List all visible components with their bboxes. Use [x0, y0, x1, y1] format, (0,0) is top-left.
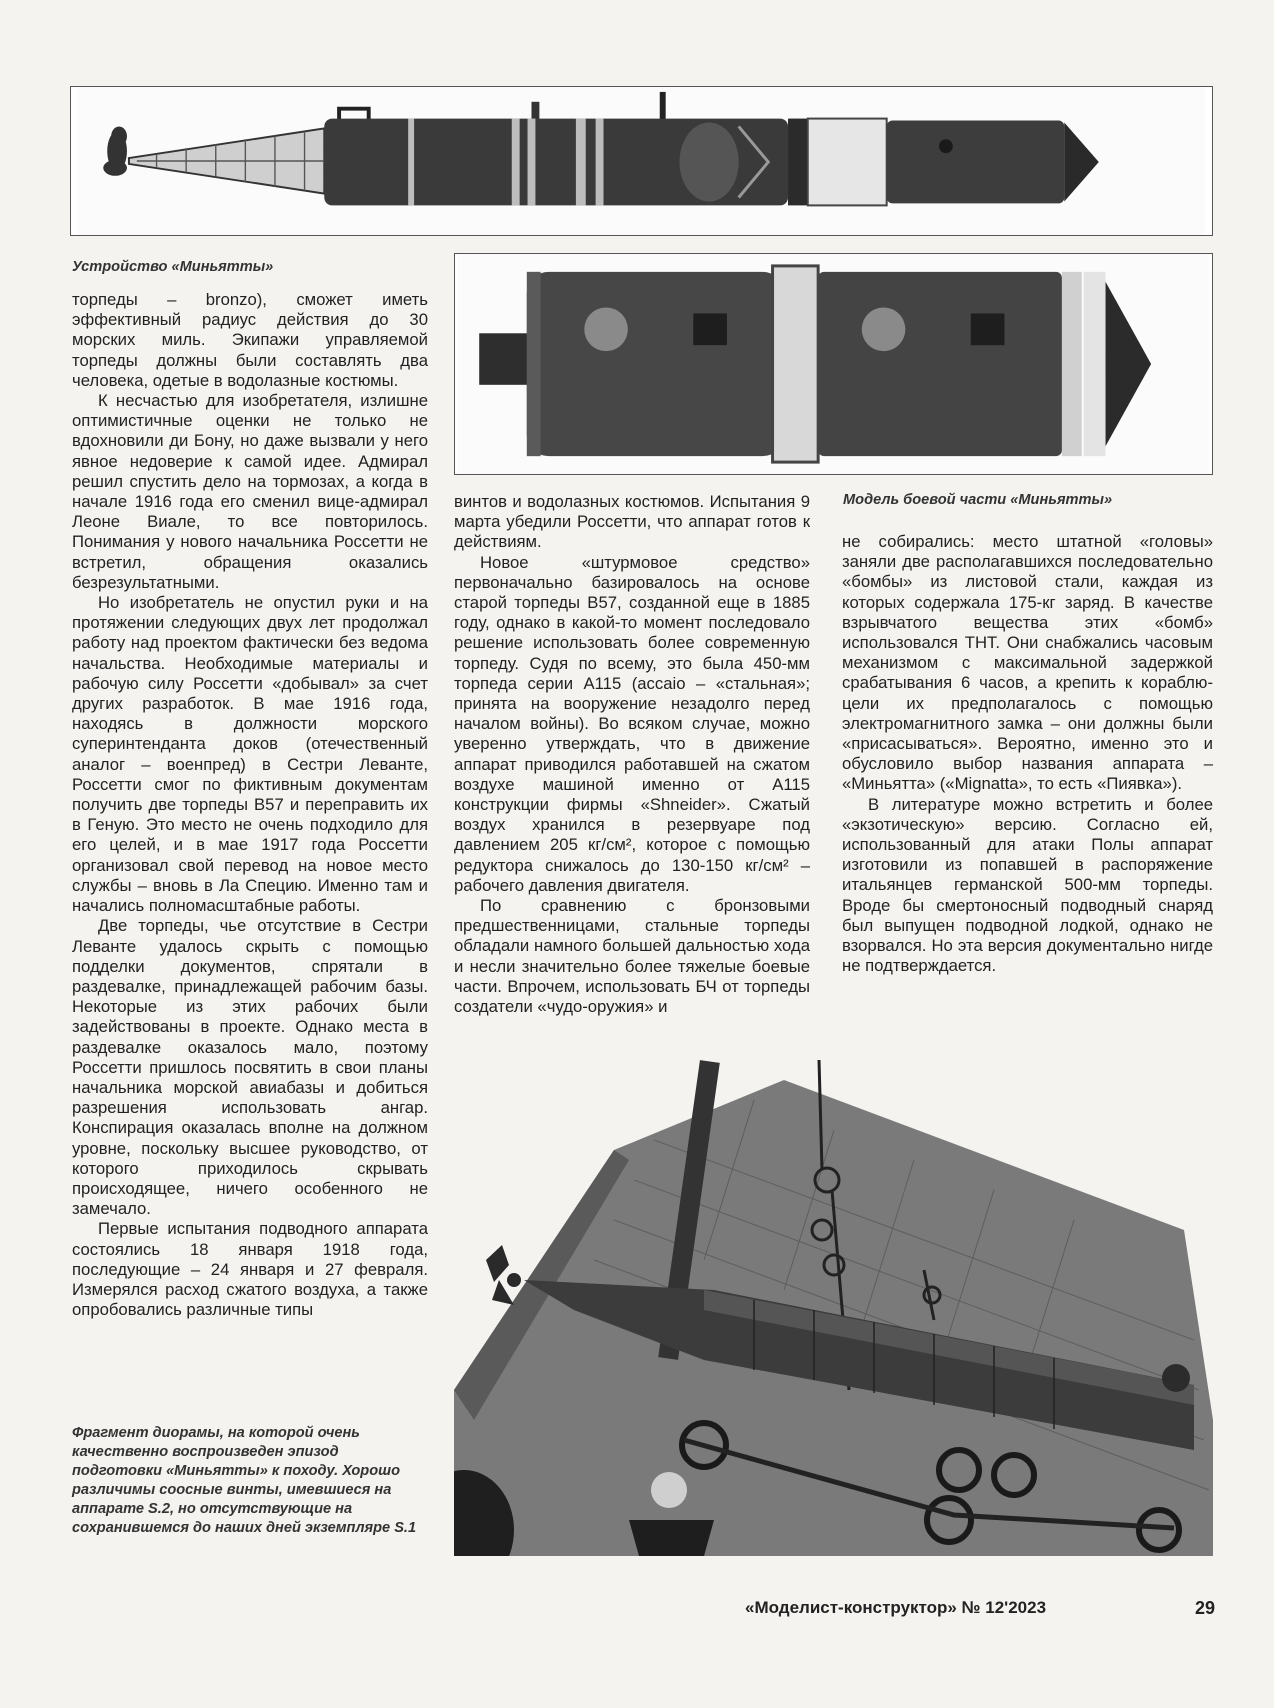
paragraph: торпеды – bronzo), сможет иметь эффективный радиус действия до 30 морских миль. Экипажи управляемой торпеды должны были составлять два человека, одетые в водолазные костюмы. — [72, 290, 428, 390]
torpedo-cutaway-image — [71, 87, 1212, 235]
page-number: 29 — [1194, 1598, 1215, 1618]
text-column-right — [842, 532, 1213, 976]
paragraph: В литературе можно встретить и более «экзотическую» версию. Согласно ей, использованный для атаки Полы аппарат изготовили из попавшей в распоряжение итальянцев германской 500-мм торпеды. Вроде бы смертоносный подводный снаряд был выпущен подводной лодкой, однако не взорвался. Но эта версия документально нигде не подтверждается. — [842, 794, 1213, 976]
paragraph: К несчастью для изобретателя, излишне оптимистичные оценки не только не вдохновили ди Бону, но даже вызвали у него явное недоверие к самой идее. Адмирал решил спустить дело на тормозах, а когда в начале 1916 года его сменил вице-адмирал Леоне Виале, то все повторилось. Понимания у нового начальника Россетти не встретил, обращения оказались безрезультатными. — [72, 391, 428, 592]
magazine-title: «Моделист-конструктор» № 12'2023 — [745, 1598, 1047, 1617]
paragraph: Но изобретатель не опустил руки и на протяжении следующих двух лет продолжал работу над проектом фактически без ведома начальства. Необходимые материалы и рабочую силу Россетти «добывал» за счет других разработок. В мае 1916 года, находясь в должности морского суперинтенданта доков (отечественный аналог – военпред) в Сестри Леванте, Россетти смог по фиктивным документам получить две торпеды В57 и переправить их в Геную. Это место не очень подходило для его целей, и в мае 1917 года Россетти организовал свой перевод на новое место службы – вновь в Ла Специю. Именно там и начались полномасштабные работы. — [72, 593, 428, 916]
figure-caption-top: Устройство «Миньятты» — [72, 259, 274, 275]
figure-caption-middle: Модель боевой части «Миньятты» — [843, 492, 1113, 508]
figure-torpedo-cutaway — [70, 86, 1213, 236]
warhead-model-image — [455, 254, 1212, 474]
figure-caption-bottom: Фрагмент диорамы, на которой очень качественно воспроизведен эпизод подготовки «Миньятты» к походу. Хорошо различимы соосные винты, имевшиеся на аппарате S.2, но отсутствующие на сохранившемся до наших дней экземпляре S.1 — [72, 1425, 417, 1536]
paragraph: Первые испытания подводного аппарата состоялись 18 января 1918 года, последующие – 24 января и 27 февраля. Измерялся расход сжатого воздуха, а также опробовались различные типы — [72, 1219, 428, 1320]
paragraph: Две торпеды, чье отсутствие в Сестри Леванте удалось скрыть с помощью подделки документов, спрятали в раздевалке, принадлежащей рабочим базы. Некоторые из этих рабочих были задействованы в проекте. Однако места в раздевалке оказалось мало, поэтому Россетти пришлось посвятить в свои планы начальника морской авиабазы и добиться разрешения использовать ангар. Конспирация оказалась вполне на должном уровне, поскольку высшее руководство, от которого приходилось скрывать происходящее, ничего особенного не замечало. — [72, 916, 428, 1219]
paragraph: не собирались: место штатной «головы» заняли две располагавшихся последовательно «бомбы» из листовой стали, каждая из которых содержала 175-кг заряд. В качестве взрывчатого вещества этих «бомб» использовался ТНТ. Они снабжались часовым механизмом с максимальной задержкой срабатывания 6 часов, а крепить к кораблю-цели их предполагалось с помощью электромагнитного замка – они должны были «присасываться». Вероятно, именно это и обусловило выбор названия аппарата – «Миньятта» («Mignatta», то есть «Пиявка»). — [842, 532, 1213, 794]
figure-diorama — [454, 1060, 1213, 1556]
paragraph: винтов и водолазных костюмов. Испытания 9 марта убедили Россетти, что аппарат готов к действиям. — [454, 492, 810, 552]
diorama-image — [454, 1060, 1213, 1556]
figure-warhead-model — [454, 253, 1213, 475]
text-column-middle — [454, 492, 810, 1017]
paragraph: Новое «штурмовое средство» первоначально базировалось на основе старой торпеды В57, созданной еще в 1885 году, однако в какой-то момент последовало решение использовать более современную торпеду. Судя по всему, это была 450-мм торпеда серии А115 (accaio – «стальная»; принята на вооружение незадолго перед началом войны). Во всяком случае, можно уверенно утверждать, что в движение аппарат приводился работавшей на сжатом воздухе машиной именно от А115 конструкции фирмы «Shneider». Сжатый воздух хранился в резервуаре под давлением 205 кг/см², которое с помощью редуктора снижалось до 130-150 кг/см² – рабочего давления двигателя. — [454, 552, 810, 895]
text-column-left — [72, 290, 428, 1320]
paragraph: По сравнению с бронзовыми предшественницами, стальные торпеды обладали намного большей дальностью хода и несли значительно более тяжелые боевые части. Впрочем, использовать БЧ от торпеды создатели «чудо-оружия» и — [454, 896, 810, 1017]
